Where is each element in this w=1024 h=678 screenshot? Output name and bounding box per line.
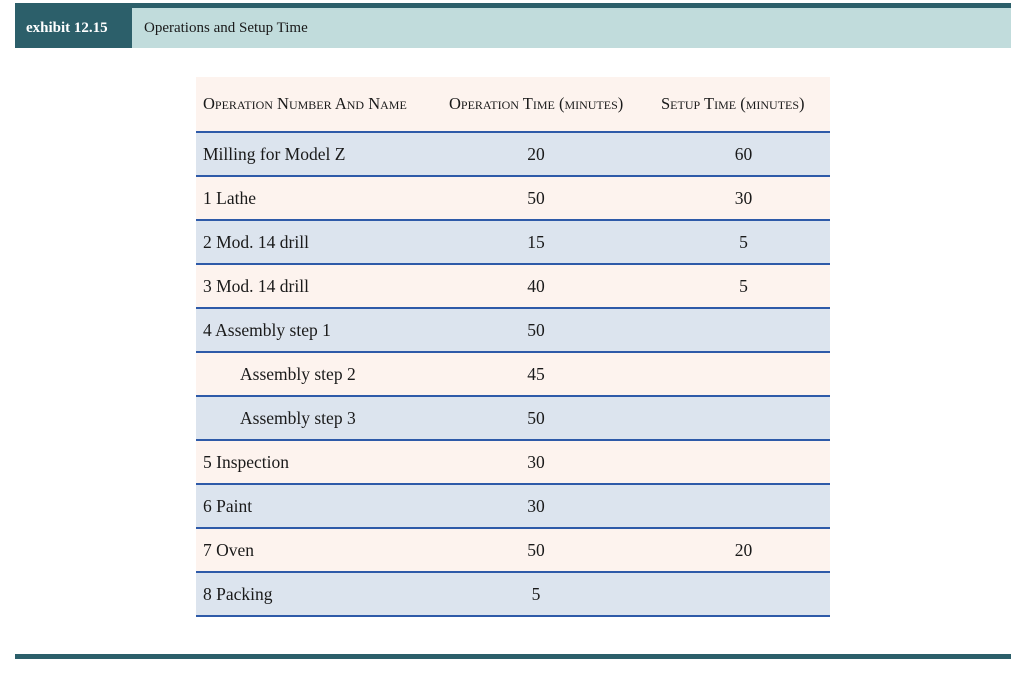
operation-time-cell: 5 — [445, 572, 657, 616]
operation-name-cell: Assembly step 2 — [196, 352, 445, 396]
operation-name-cell: 7 Oven — [196, 528, 445, 572]
operations-table-container — [196, 77, 830, 617]
setup-time-cell — [657, 440, 830, 484]
table-row — [196, 440, 830, 484]
operation-time-cell: 15 — [445, 220, 657, 264]
operation-time-cell: 50 — [445, 176, 657, 220]
operation-name-cell: 1 Lathe — [196, 176, 445, 220]
operation-time-cell: 50 — [445, 396, 657, 440]
table-row — [196, 572, 830, 616]
table-row — [196, 308, 830, 352]
operation-name-cell: 4 Assembly step 1 — [196, 308, 445, 352]
table-row — [196, 396, 830, 440]
table-row — [196, 176, 830, 220]
column-header-setup-time: Setup Time (minutes) — [657, 77, 830, 132]
operation-name-cell: 5 Inspection — [196, 440, 445, 484]
operation-time-cell: 45 — [445, 352, 657, 396]
table-body — [196, 132, 830, 616]
operation-name-cell: 3 Mod. 14 drill — [196, 264, 445, 308]
operation-time-cell: 40 — [445, 264, 657, 308]
operation-time-cell: 50 — [445, 528, 657, 572]
operation-time-cell: 50 — [445, 308, 657, 352]
setup-time-cell: 30 — [657, 176, 830, 220]
exhibit-title: Operations and Setup Time — [144, 20, 308, 36]
operations-table — [196, 77, 830, 617]
table-header-row — [196, 77, 830, 132]
setup-time-cell: 5 — [657, 220, 830, 264]
table-row — [196, 484, 830, 528]
operation-name-cell: 8 Packing — [196, 572, 445, 616]
bottom-rule — [15, 654, 1011, 659]
setup-time-cell: 20 — [657, 528, 830, 572]
table-row — [196, 352, 830, 396]
table-row — [196, 220, 830, 264]
column-header-operation-time: Operation Time (minutes) — [445, 77, 657, 132]
setup-time-cell: 5 — [657, 264, 830, 308]
operation-time-cell: 20 — [445, 132, 657, 176]
operation-name-cell: 2 Mod. 14 drill — [196, 220, 445, 264]
table-row — [196, 264, 830, 308]
operation-name-cell: Assembly step 3 — [196, 396, 445, 440]
setup-time-cell — [657, 396, 830, 440]
operation-name-cell: Milling for Model Z — [196, 132, 445, 176]
setup-time-cell — [657, 484, 830, 528]
operation-time-cell: 30 — [445, 440, 657, 484]
setup-time-cell — [657, 572, 830, 616]
setup-time-cell: 60 — [657, 132, 830, 176]
setup-time-cell — [657, 352, 830, 396]
setup-time-cell — [657, 308, 830, 352]
column-header-name: Operation Number And Name — [196, 77, 445, 132]
operation-name-cell: 6 Paint — [196, 484, 445, 528]
table-row — [196, 132, 830, 176]
operation-time-cell: 30 — [445, 484, 657, 528]
exhibit-label: exhibit 12.15 — [15, 8, 132, 48]
table-row — [196, 528, 830, 572]
